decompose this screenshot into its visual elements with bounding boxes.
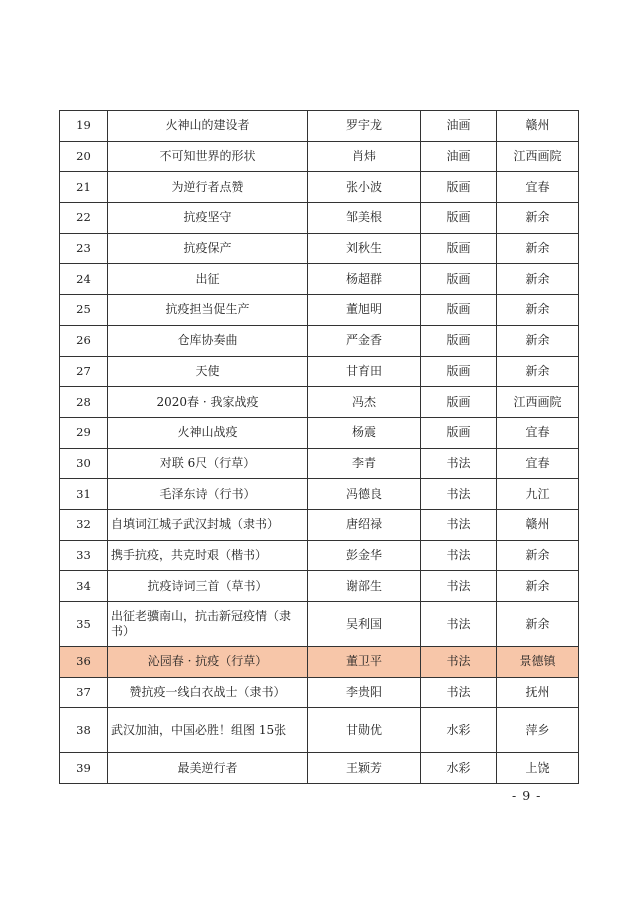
- art-category: 版画: [421, 233, 497, 264]
- artwork-title: 赞抗疫一线白衣战士（隶书）: [108, 677, 308, 708]
- art-category: 书法: [421, 571, 497, 602]
- table-row: [60, 647, 579, 678]
- artist-name: 彭金华: [308, 540, 421, 571]
- artwork-title: 火神山战疫: [108, 417, 308, 448]
- table-row: [60, 708, 579, 753]
- artwork-title: 出征: [108, 264, 308, 295]
- row-number: 22: [60, 203, 108, 234]
- artist-name: 肖炜: [308, 141, 421, 172]
- table-row: [60, 264, 579, 295]
- row-number: 27: [60, 356, 108, 387]
- row-number: 31: [60, 479, 108, 510]
- table-body: [60, 111, 579, 784]
- artwork-title: 抗疫坚守: [108, 203, 308, 234]
- artwork-title: 沁园春 · 抗疫（行草）: [108, 647, 308, 678]
- artwork-title: 出征老骥南山，抗击新冠疫情（隶书）: [108, 602, 308, 647]
- artwork-title: 仓库协奏曲: [108, 325, 308, 356]
- row-number: 26: [60, 325, 108, 356]
- row-number: 24: [60, 264, 108, 295]
- art-category: 版画: [421, 172, 497, 203]
- art-category: 版画: [421, 387, 497, 418]
- row-number: 19: [60, 111, 108, 142]
- region-name: 宜春: [497, 448, 579, 479]
- table-row: [60, 356, 579, 387]
- region-name: 新余: [497, 540, 579, 571]
- table-row: [60, 540, 579, 571]
- art-category: 书法: [421, 677, 497, 708]
- artist-name: 董卫平: [308, 647, 421, 678]
- table-row: [60, 387, 579, 418]
- row-number: 20: [60, 141, 108, 172]
- region-name: 新余: [497, 571, 579, 602]
- artist-name: 唐绍禄: [308, 509, 421, 540]
- artwork-title: 火神山的建设者: [108, 111, 308, 142]
- table-row: [60, 233, 579, 264]
- artist-name: 邹美根: [308, 203, 421, 234]
- row-number: 38: [60, 708, 108, 753]
- artwork-title: 抗疫保产: [108, 233, 308, 264]
- artist-name: 王颖芳: [308, 753, 421, 784]
- region-name: 新余: [497, 356, 579, 387]
- table-row: [60, 141, 579, 172]
- artwork-title: 2020春 · 我家战疫: [108, 387, 308, 418]
- row-number: 39: [60, 753, 108, 784]
- region-name: 赣州: [497, 509, 579, 540]
- art-category: 书法: [421, 647, 497, 678]
- row-number: 37: [60, 677, 108, 708]
- table-row: [60, 417, 579, 448]
- region-name: 新余: [497, 264, 579, 295]
- artist-name: 李青: [308, 448, 421, 479]
- art-category: 版画: [421, 295, 497, 326]
- region-name: 景德镇: [497, 647, 579, 678]
- artist-name: 甘勋优: [308, 708, 421, 753]
- artwork-title: 毛泽东诗（行书）: [108, 479, 308, 510]
- artwork-title: 不可知世界的形状: [108, 141, 308, 172]
- region-name: 新余: [497, 233, 579, 264]
- row-number: 32: [60, 509, 108, 540]
- region-name: 新余: [497, 295, 579, 326]
- artist-name: 杨超群: [308, 264, 421, 295]
- artist-name: 张小波: [308, 172, 421, 203]
- region-name: 江西画院: [497, 387, 579, 418]
- artwork-title: 对联 6尺（行草）: [108, 448, 308, 479]
- art-category: 书法: [421, 479, 497, 510]
- row-number: 34: [60, 571, 108, 602]
- artist-name: 罗宇龙: [308, 111, 421, 142]
- artwork-title: 最美逆行者: [108, 753, 308, 784]
- table-row: [60, 753, 579, 784]
- artwork-list-table: [59, 110, 579, 784]
- art-category: 版画: [421, 264, 497, 295]
- artwork-title: 抗疫担当促生产: [108, 295, 308, 326]
- artist-name: 冯德良: [308, 479, 421, 510]
- table-row: [60, 295, 579, 326]
- artwork-title: 武汉加油，中国必胜！组图 15张: [108, 708, 308, 753]
- row-number: 29: [60, 417, 108, 448]
- art-category: 书法: [421, 509, 497, 540]
- region-name: 九江: [497, 479, 579, 510]
- region-name: 宜春: [497, 172, 579, 203]
- region-name: 新余: [497, 602, 579, 647]
- row-number: 30: [60, 448, 108, 479]
- art-category: 书法: [421, 540, 497, 571]
- artist-name: 李贵阳: [308, 677, 421, 708]
- row-number: 25: [60, 295, 108, 326]
- region-name: 江西画院: [497, 141, 579, 172]
- art-category: 版画: [421, 356, 497, 387]
- page-number: - 9 -: [512, 788, 542, 803]
- art-category: 水彩: [421, 708, 497, 753]
- artist-name: 严金香: [308, 325, 421, 356]
- region-name: 新余: [497, 203, 579, 234]
- row-number: 28: [60, 387, 108, 418]
- artwork-title: 天使: [108, 356, 308, 387]
- table-row: [60, 677, 579, 708]
- artist-name: 谢部生: [308, 571, 421, 602]
- region-name: 萍乡: [497, 708, 579, 753]
- art-category: 油画: [421, 111, 497, 142]
- art-category: 版画: [421, 203, 497, 234]
- row-number: 35: [60, 602, 108, 647]
- row-number: 33: [60, 540, 108, 571]
- region-name: 新余: [497, 325, 579, 356]
- region-name: 宜春: [497, 417, 579, 448]
- region-name: 上饶: [497, 753, 579, 784]
- art-category: 书法: [421, 602, 497, 647]
- table-row: [60, 203, 579, 234]
- row-number: 23: [60, 233, 108, 264]
- region-name: 赣州: [497, 111, 579, 142]
- art-category: 版画: [421, 325, 497, 356]
- table-row: [60, 479, 579, 510]
- artist-name: 甘育田: [308, 356, 421, 387]
- artist-name: 刘秋生: [308, 233, 421, 264]
- table-row: [60, 325, 579, 356]
- artwork-title: 为逆行者点赞: [108, 172, 308, 203]
- artist-name: 吴利国: [308, 602, 421, 647]
- art-category: 水彩: [421, 753, 497, 784]
- art-category: 版画: [421, 417, 497, 448]
- artist-name: 杨震: [308, 417, 421, 448]
- row-number: 36: [60, 647, 108, 678]
- artist-name: 冯杰: [308, 387, 421, 418]
- table-row: [60, 602, 579, 647]
- art-category: 书法: [421, 448, 497, 479]
- artwork-title: 自填词江城子武汉封城（隶书）: [108, 509, 308, 540]
- table-row: [60, 172, 579, 203]
- table-row: [60, 448, 579, 479]
- art-category: 油画: [421, 141, 497, 172]
- table-row: [60, 111, 579, 142]
- artist-name: 董旭明: [308, 295, 421, 326]
- table-row: [60, 571, 579, 602]
- table-row: [60, 509, 579, 540]
- artwork-title: 抗疫诗词三首（草书）: [108, 571, 308, 602]
- row-number: 21: [60, 172, 108, 203]
- region-name: 抚州: [497, 677, 579, 708]
- artwork-title: 携手抗疫，共克时艰（楷书）: [108, 540, 308, 571]
